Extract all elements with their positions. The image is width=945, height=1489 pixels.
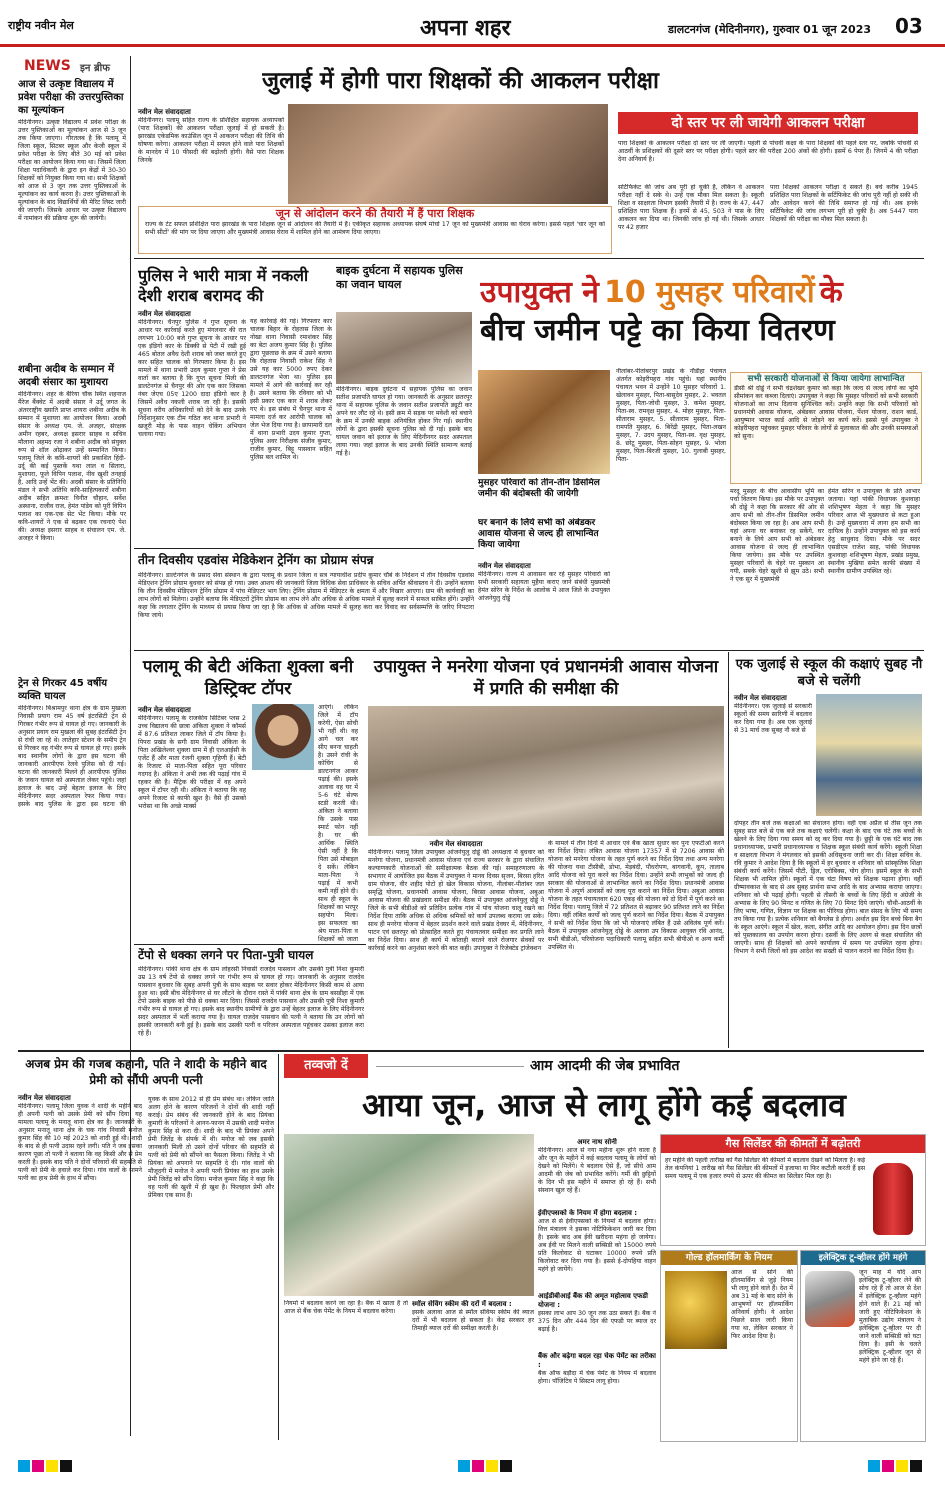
lead-right-column: पारा शिक्षकों आकलन परीक्षा दे सकते हैं। बचे करीब 1945 प्रशिक्षित पारा शिक्षकों के सर्टिफिकेट की जांच पूरी नहीं हो सकी थी और आवेदन करने की तिथि समाप्त हो गई थी। अब इनके सर्टिफिकेट की जांच लगभग पूरी हो चुकी है। अब 5447 पारा शिक्षकों की परीक्षा का मौका मिल सकता है। bbox=[770, 184, 918, 223]
strike-body: राज्य के टेट सफल प्रशिक्षित पारा झारखंड के पारा शिक्षक जून से आंदोलन की तैयारी में हैं। एकीकृत सहायक अध्यापक संघर्ष मोर्चा 17 जून को मुख्यमंत्री आवास का घेराव करेगा। इससे पहले 'चार जून को सभी सीटों' की मांग पर दिया जाएगा और मुख्यमंत्री आवास घेराव में शामिल होने का आमंत्रण दिया जाएगा। bbox=[145, 221, 605, 236]
mgnrega-col1 bbox=[368, 840, 544, 1046]
lead-subhead: दो स्तर पर ली जायेगी आकलन परीक्षा bbox=[671, 115, 865, 131]
cyan-swatch bbox=[18, 1460, 30, 1472]
pension-block bbox=[412, 1300, 534, 1440]
love-headline: अजब प्रेम की गजब कहानी, पति ने शादी के महीने बाद प्रेमी को सौंपी अपनी पत्नी bbox=[25, 1057, 267, 1087]
registration-strip bbox=[18, 1460, 924, 1476]
bike-body: मेदिनीनगर। बाइक दुर्घटना में सहायक पुलिस का जवान सतीश प्रजापति घायल हो गया। जानकारी के अनुसार छतरपुर थाना में सहायक पुलिस के जवान सतीश प्रजापति ड्यूटी कर अपने घर लौट रहे थे। इसी क्रम में सड़क पर मवेशी को बचाने के क्रम में उनकी बाइक अनियंत्रित होकर गिर गई। स्थानीय लोगों के द्वारा इसकी सूचना पुलिस को दी गई। इसके बाद घायल जवान को इलाज के लिए मेदिनीनगर सदर अस्पताल लाया गया। जहां इलाज के बाद उनकी स्थिति सामान्य बताई गई है। bbox=[336, 386, 472, 457]
gas-body: हर महीने की पहली तारीख को गैस सिलेंडर की कीमतों में बदलाव देखने को मिलता है। कई तेल कंपनियां 1 तारीख को गैस सिलेंडर की कीमतों में इजाफा या फिर कटौती करती हैं इस समय पलामू में एक हजार रुपये से ऊपर की कीमत का सिलेंडर मिल रहा है। bbox=[665, 1157, 865, 1180]
magenta-swatch bbox=[32, 1460, 44, 1472]
section-rule bbox=[134, 650, 924, 651]
column-divider bbox=[278, 1054, 279, 1440]
exam-photo bbox=[288, 104, 608, 204]
news-tag: NEWS bbox=[24, 58, 71, 74]
lead-headline: जुलाई में होगी पारा शिक्षकों की आकलन परीक्षा bbox=[262, 68, 659, 94]
meeting-photo bbox=[368, 706, 724, 836]
ev2-body: जून माह में यदि आप इलेक्ट्रिक टू-व्हीलर लेने की सोच रहे हैं तो आज से देश में इलेक्ट्रिक टू-व्हीलर महंगे होने वाले हैं। 21 मई को जारी हुए नोटिफिकेशन के मुताबिक उद्योग मंत्रालय ने इलेक्ट्रिक टू-व्हीलर पर दी जाने वाली सब्सिडी को घटा दिया है। इसी के चलते इलेक्ट्रिक टू-व्हीलर जून से महंगे होने जा रहे हैं। bbox=[859, 1269, 921, 1364]
dateline: डालटनगंज (मेदिनीनगर), गुरुवार 01 जून 2023 bbox=[668, 23, 872, 36]
section-rule bbox=[134, 548, 474, 549]
lead-mid-column: सर्टिफिकेट की जांच अब पूरी हो चुकी है, लेकिन वे आकलन परीक्षा नहीं दे सके थे। उन्हें एक मौका मिल सकता है। स्कूली शिक्षा व साक्षरता विभाग इसकी तैयारी में है। राज्य के 47, 447 प्रशिक्षित पारा शिक्षक हैं। इनमें से 45, 503 ने पास के लिए आकलन कर दिया था। जिनकी जांच हो गई थी। जिसके आधार पर 42 हजार bbox=[618, 184, 764, 231]
musahar-head-part1: उपायुक्त ने bbox=[480, 275, 599, 310]
musahar-caption-2: घर बनाने के लिये सभी को अंबेडकर आवास योजना से जल्द ही लाभान्वित किया जायेगा bbox=[478, 518, 599, 550]
lead-sub-body: पारा शिक्षकों के आकलन परीक्षा दो स्तर पर ली जाएगी। पहली से पांचवीं कक्षा के पारा शिक्षकों की पहले स्तर पर, जबकि पांचवीं से आठवीं के प्रशिक्षकों की दूसरे स्तर पर परीक्षा होगी। पहले स्तर की परीक्षा 200 अंकों की होगी। इसमें 6 पेपर हैं। जिनमें 4 की परीक्षा देना अनिवार्य है। bbox=[618, 140, 918, 163]
ev-subhead: ईवीएफ्सको के नियम में होगा बदलाव : bbox=[538, 1209, 638, 1217]
gas-cylinder-icon bbox=[873, 1163, 913, 1235]
musahar-body-mid: नीलांबर-पीतांबरपुर प्रखंड के नौडीहा पंचायत अंतर्गत कोइरीपहरा गांव पहुंचे। यहां स्थानीय पंचायत भवन में उन्होंने 10 मुसहर परिवारों 1. खेलावन मुसहर, पिता-बासुदेव मुसहर, 2. भवतल मुसहर, पिता-जोधी मुसहर, 3. कमेश मुसहर, पिता-स्व. रामवृक्ष मुसहर, 4. मोहर मुसहर, पिता-सीताराम मुसहर, 5. सीताराम मुसहर, पिता-रामपति मुसहर, 6. बिरेंद्री मुसहर, पिता-लखन मुसहर, 7. उदय मुसहर, पिता-स्व. वृक्ष मुसहर, 8. छोटू मुसहर, पिता-सोहन मुसहर, 9. भोला मुसहर, पिता-बिरजी मुसहर, 10. गुलाबी मुसहर, पिता- bbox=[616, 368, 726, 463]
strike-headline: जून से आंदोलन करने की तैयारी में हैं पारा शिक्षक bbox=[275, 207, 475, 220]
ankita-col1 bbox=[138, 706, 246, 942]
column-divider bbox=[728, 652, 729, 1048]
liquor-body-2: यह कार्रवाई की गई। गिरफ्तार कार चालक बिहार के रोहतास जिला के नोखा थाना निवासी रमाशंकर सिंह का बेटा अजय कुमार सिंह है। पुलिस द्वारा पूछताछ के क्रम में उसने बताया कि रोहतास निवासी राकेश सिंह ने उसे यह कार 5000 रुपए देकर डालटनगंज भेजा था। पुलिस इस मामले में आगे की कार्रवाई कर रही है। उसने बताया कि रविवार को भी इसी प्रकार एक कार में शराब लेकर गए थे। इस संबंध में चैनपुर थाना में मामला दर्ज कर आरोपी चालक को जेल भेज दिया गया है। छापामारी दल में थाना प्रभारी उदय कुमार गुप्ता, पुलिस अवर निरीक्षक संजीव कुमार, राजीव कुमार, बिट्टू पासवान सहित पुलिस बल शामिल थे। bbox=[250, 318, 332, 461]
hospital-photo bbox=[336, 312, 472, 384]
ifsc-subhead: आईडीबीआई बैंक की अमृत महोत्सव एफडी योजना : bbox=[538, 1292, 648, 1309]
june-mid-body: नियमों में बदलाव करने जा रहा है। बैंक में खाता है तो आज से बैंक चेक पेमेंट के नियम में बदलाव करेगा। bbox=[284, 1300, 408, 1315]
page-number: 03 bbox=[895, 14, 923, 38]
school-children-photo bbox=[816, 694, 922, 816]
strike-box bbox=[138, 206, 612, 254]
land-distribution-photo bbox=[478, 370, 610, 474]
masthead bbox=[0, 0, 945, 44]
yellow-swatch bbox=[46, 1460, 58, 1472]
byline: नवीन मेल संवाददाता bbox=[138, 108, 191, 116]
musahar-head-part3: के bbox=[819, 275, 843, 310]
musahar-caption: मुसहर परिवारों को तीन-तीन डिसमिल जमीन की बंदोबस्ती की जायेगी bbox=[478, 478, 600, 499]
brief-headline: शबीना अदीब के सम्मान में अदबी संसार का मुशायरा bbox=[18, 364, 114, 388]
black-swatch bbox=[60, 1460, 72, 1472]
section-rule bbox=[18, 1050, 924, 1052]
ifsc-body: इसका लाभ आप 30 जून तक उठा सकते हैं। बैंक ने 375 दिन और 444 दिन की एफडी पर ब्याज दर बढ़ाई है। bbox=[538, 1310, 656, 1333]
training-body: मेदिनीनगर। डाल्टेनगंज के प्रसाद सेवा संस्थान के द्वारा पलामू के प्रधान जिला व सत्र न्यायाधीश प्रदीप कुमार चौबे के निर्देशन में तीन दिवसीय एडवांस मेडिएशन ट्रेनिंग प्रोग्राम बुधवार को संपन्न हो गया। उक्त आशय की जानकारी जिला विधिक सेवा प्राधिकार के सचिव अर्पित श्रीवास्तव ने दी। उन्होंने बताया कि तीन दिवसीय मेडिएशन ट्रेनिंग प्रोग्राम में पांच मेडिएटर भाग लिए। ट्रेनिंग प्रोग्राम में मेडिएटर के क्षमता में और निखार आएगा। ग्राम की कार्यवाही का लाभ लोगों को मिलेगा। उन्होंने बताया कि मेडिएटरों ट्रेनिंग प्रोग्राम का लाभ लेने और अधिक से अधिक मामले में सुलह कराने में सफल साबित होंगे। उन्होंने कहा कि लगातार ट्रेनिंग के माध्यम से प्रयास किया जा रहा है कि अधिक से अधिक मामले में सुलह करा कर विवाद का सर्वसम्मत्ति के जरिए निपटारा किया जाये। bbox=[138, 572, 474, 619]
ev2-headline: इलेक्ट्रिक टू-व्हीलर होंगे महंगे bbox=[801, 1251, 925, 1265]
bank-subhead: बैंक और बढ़ेगा बदल रहा चेक पेमेंट का तरीका : bbox=[538, 1352, 656, 1369]
ev-box bbox=[800, 1250, 926, 1442]
school-headline: एक जुलाई से स्कूल की कक्षाएं सुबह नौ बजे से चलेंगी bbox=[735, 657, 923, 689]
currency-photo bbox=[284, 1134, 534, 1296]
musahar-info-box bbox=[730, 372, 922, 484]
bank-body: बैंक ऑफ बड़ौदा में चेक पेमेंट के नियम में बदलाव होगा। पॉजिटिव पे सिस्टम लागू होगा। bbox=[538, 1370, 656, 1385]
brief-body: मेदिनीनगर। बिश्रामपुर थाना क्षेत्र के ग्राम मुखला निवासी प्रयाग राम 45 वर्ष इंटरसिटी ट्रेन से गिरकर गंभीर रूप से घायल हो गए। जानकारी के अनुसार प्रयाग राम मुखला की सुबह इंटरसिटी ट्रेन से रांची जा रहे थे। लातेहार स्टेशन के समीप ट्रेन से गिरकर वह गंभीर रूप से घायल हो गए। इसके बाद स्थानीय लोगों के द्वारा इस घटना की जानकारी आरपीएफ रेलवे पुलिस को दी गई। घटना की जानकारी मिलने ही आरपीएफ पुलिस के जवान घायल को अस्पताल लेकर पहुंचे। जहां इलाज के बाद उन्हें बेहतर इलाज के लिए मेदिनीनगर सदर अस्पताल रेफर किया गया। इसके बाद पुलिस के द्वारा इस घटना की bbox=[18, 705, 126, 808]
section-rule bbox=[134, 258, 924, 259]
brief-body: मेदिनीनगर। उत्कृष्ट विद्यालय में प्रवेश परीक्षा के उत्तर पुस्तिकाओं का मूल्यांकन आज से 3 जून तक किया जाएगा। गौरतलब है कि पलामू में जिला स्कूल, सिटबर स्कूल और केजी स्कूल में प्रवेश परीक्षा के लिए बीते 30 मई को प्रवेश परीक्षा का आयोजन किया गया था। जिसमें जिला शिक्षा पदाधिकारी के द्वारा इन केंद्रों में 30-30 शिक्षकों को नियुक्त किया गया था। सभी शिक्षकों को आज से 3 जून तक उत्तर पुस्तिकाओं के मूल्यांकन का कार्य करना है। उत्तर पुस्तिकाओं के मूल्यांकन के बाद विद्यार्थियों की मेरिट लिस्ट जारी की जाएगी। जिसके आधार पर उत्कृष्ट विद्यालय में नामांकन की प्रक्रिया शुरू की जायेगी। bbox=[18, 119, 126, 222]
mgnrega-body-2: के मामले में तीन दिनों में आधार एवं बैंक खाता सुधार कर पुनः एफटीओ करने का निर्देश दिया। लंबित आवास योजना 17357 में से 7206 आवास की योजना को मनरेगा योजना के तहत पूर्ण करने का निर्देश दिया तथा अन्य मनरेगा की योजना यथा टीसीबी, डोभा, मेड़बंदी, पौधरोपण, बागवानी, कूप, तालाब आदि योजना को पूरा करने का निर्देश दिया। उन्होंने सभी लाभुकों को जल्द ही सरकार की योजनाओं से लाभान्वित करने का निर्देश दिया। प्रधानमंत्री आवास योजना में अपूर्ण आवासों को जल्द पूरा कराने का निर्देश दिया। अबुआ आवास योजना के तहत पंचायतवार 620 एकड़ की योजना को दो दिनों में पूर्ण करने का निर्देश दिया। पलामू जिले में 72 प्रतिशत से बढ़ाकर 90 प्रतिशत लाने का निर्देश दिया। वहीं लंबित कार्यों को जल्द पूर्ण कराने का निर्देश दिया। बैठक में उपायुक्त ने सभी को निर्देश दिया कि जो भी योजनाएं लंबित हैं उसे अविलंब पूर्ण करें। बैठक में उपायुक्त आंजनेयुलु दोड्डे के अलावा उप विकास आयुक्त रवि आनंद, सभी बीडीओ, परियोजना पदाधिकारी पलामू सहित सभी बीपीओ व अन्य कर्मी उपस्थित थे। bbox=[548, 840, 724, 951]
musahar-headline-line1 bbox=[480, 270, 920, 310]
training-headline: तीन दिवसीय एडवांस मेडिकेशन ट्रेनिंग का प्रोग्राम संपन्न bbox=[138, 553, 374, 567]
ankita-headline: पलामू की बेटी अंकिता शुक्ला बनी डिस्ट्रिक्ट टॉपर bbox=[142, 657, 354, 699]
gold-jewellery-icon bbox=[665, 1271, 727, 1349]
black-swatch bbox=[910, 1460, 922, 1472]
pension-subhead: स्मॉल सेविंग स्कीम की दरों में बदलाव : bbox=[412, 1300, 512, 1308]
gold-headline: गोल्ड हॉलमार्किंग के नियम bbox=[661, 1251, 797, 1265]
masthead-rule bbox=[0, 44, 945, 47]
love-body-2: युवक के साथ 2012 से ही प्रेम संबंध था। लेकिन जाति अलग होने के कारण परिजनों ने दोनों की शादी नहीं कराई। प्रेम संबंध की जानकारी होने के बाद प्रियंका कुमारी के परिजनों ने आनन-फानन में उसकी शादी मनोज कुमार सिंह से करा दी। शादी के बाद भी प्रियंका अपने प्रेमी जितेंद्र के संपर्क में थी। मनोज को जब इसकी जानकारी मिली तो उसने दोनों परिवार की सहमति से पत्नी को प्रेमी को सौंपने का फैसला किया। जितेंद्र ने भी प्रियंका को अपनाने पर सहमति दे दी। गांव वालों की मौजूदगी में मनोज ने अपनी पत्नी प्रियंका का हाथ उसके प्रेमी जितेंद्र को सौंप दिया। मनोज कुमार सिंह ने कहा कि वह पत्नी की खुशी में ही खुश है। फिलहाल प्रेमी और प्रेमिका एक साथ हैं। bbox=[148, 1096, 274, 1199]
liquor-body-1: मेदिनीनगर। चैनपुर पुलिस ने गुप्त सूचना के आधार पर कार्रवाई करते हुए मंगलवार की रात लगभग 10:00 बजे गुप्त सूचना के आधार पर एक इंडिगो कार के डिक्की से पेटी में रखी हुई 465 बोतल अवैध देशी शराब को जब्त करते हुए कार सहित चालक को गिरफ्तार किया है। इस मामले में थाना प्रभारी उदय कुमार गुप्ता ने प्रेस वार्ता कर बताया है कि गुप्त सूचना मिली की डालटेनगंज से चैनपुर की ओर एक कार जिसका नंबर जेएच 05ए 1200 दादा इंडिगो कार है जिसमें अवैध नकली शराब जा रही है। इसकी सूचना वरीय अधिकारियों को देने के बाद उनके निर्देशानुसार एक टीम गठित कर थाना प्रभारी ने खजूरी मोड़ के पास वाहन चेकिंग अभियान चलाया गया। bbox=[138, 319, 246, 438]
musahar-col1 bbox=[478, 562, 610, 644]
lead-intro-block bbox=[138, 108, 284, 208]
byline: नवीन मेल संवाददाता bbox=[478, 562, 531, 570]
box-body: डीसी श्री दोड्डे ने सभी चंद्रशेखर कुमार को कहा कि जल्द से जल्द लोगों का भूमि सीमांकन कर कब्जा दिलाएं। उपायुक्त ने कहा कि मुसहर परिवारों को सभी सरकारी योजनाओं का लाभ दिलाना सुनिश्चित करें। उन्होंने कहा कि सभी परिवारों को प्रधानमंत्री आवास योजना, अंबेडकर आवास योजना, पेंशन योजना, राशन कार्ड, आयुष्मान भारत कार्ड आदि से जोड़ने का कार्य करें। इससे पूर्व उपायुक्त ने कोइरीपहरा पहुंचकर मुसहर परिवार के लोगों से मुलाकात की और उनकी समस्याओं को सुना। bbox=[734, 385, 918, 440]
musahar-headline-line2: बीच जमीन पट्टे का किया वितरण bbox=[480, 313, 835, 348]
tempo-body: मेदिनीनगर। पांकी थाना क्षेत्र के ग्राम लोहरसी निवासी राजदेव पासवान और उसकी पुत्री निशा कुमारी उम्र 13 वर्ष टेंपो से धक्का लगने पर गंभीर रूप से घायल हो गए। जानकारी के अनुसार राजदेव पासवान बुधवार कि सुबह अपनी पुत्री के साथ बाइक पर सवार होकर मेदिनीनगर किसी काम से आया हुआ था। इसी बीच मेदिनीनगर से घर लौटने के दौरान रास्ते में पांकी थाना क्षेत्र के ग्राम बसडीहा में एक टेंपो उसके बाइक को पीछे से धक्का मार दिया। जिससे राजदेव पासवान और उसकी पुत्री निशा कुमारी गंभीर रूप से घायल हो गए। इसके बाद स्थानीय ग्रामीणों के द्वारा उन्हें बेहतर इलाज के लिए मेदिनीनगर सदर अस्पताल में भर्ती कराया गया है। घायल राजदेव पासवान की पत्नी ने बताया कि उन लोगों को इसकी जानकारी बनी हुई है। इसके बाद उसकी पत्नी व परिजन अस्पताल पहुंचकर उसका इलाज करा रहे हैं। bbox=[138, 966, 364, 1037]
june-tag: आम आदमी की जेब प्रभावित bbox=[530, 1058, 680, 1074]
yellow-swatch bbox=[896, 1460, 908, 1472]
musahar-head-part2: 10 मुसहर परिवारों bbox=[604, 275, 815, 310]
musahar-body-left: मेदिनीनगर। राज्य में आवासन कर रहे मुसहर परिवारों को सभी सरकारी सहायता मुहैया कराए जाने संबंधी मुख्यमंत्री हेमंत सोरेन के निर्देश के आलोक में आज जिले के उपायुक्त आंजनेयुलु दोड्डे bbox=[478, 571, 610, 602]
pension-body: इसके अलावा आज से स्मॉल सेविंग्स स्कीम की ब्याज दरों में भी बदलाव हो सकता है। केंद्र सरकार हर तिमाही ब्याज दरों की समीक्षा करती है। bbox=[412, 1309, 534, 1332]
yellow-swatch bbox=[486, 1460, 498, 1472]
news-brief-column bbox=[18, 78, 126, 808]
musahar-col4: हेमंत सोरेन व उपायुक्त के प्रति आभार जताया। यहां पांकी विधायक कुशवाहा शशिभूषण मेहता ने कहा कि मुसहर परिवार आज भी मुख्यधारा से कटा हुआ है। उन्हें मुख्यधारा में लाना हम सभी का दायित्व है। उन्होंने उपायुक्त को इस कार्य हेतु साधुवाद दिया। मौके पर सदर एसडीएम राजेश साह, पांकी विधायक कुशवाहा शशिभूषण मेहता, प्रखंड प्रमुख, स्थानीय मुखिया समेत काफी संख्या में स्थानीय ग्रामीण उपस्थित रहे। bbox=[828, 488, 920, 575]
musahar-col3: मरदू मुसहर के बीच आवासीय भूमि का पर्चा वितरण किया। इस मौके पर उपायुक्त श्री दोड्डे ने कहा कि सरकार की ओर से आप सभी को तीन-तीन डिसमिल जमीन बंदोबस्त किया जा रहा है। अब आप सभी यहां अपना घर बनाकर रह सकेंगे, घर बनाने के लिये आप सभी को अंबेडकर आवास योजना से जल्द ही लाभान्वित किया जायेगा। इस मौके पर उपस्थित मुसहर परिवारों के चेहरे पर मुस्कान आ गयी, सबके चेहरे खुशी से झूम उठे। सभी ने एक सुर में मुख्यमंत्री bbox=[730, 488, 824, 583]
lead-intro: मेदिनीनगर। पलामू सहित राज्य के प्रशिक्षित सहायक अध्यापकों (पारा शिक्षकों) की आकलन परीक्षा जुलाई में हो सकती है। झारखंड एकेडमिक काउंसिल जून में आकलन परीक्षा की तिथि की घोषणा करेगा। आकलन परीक्षा में सफल होने वाले पारा शिक्षकों के मानदेय में 10 फीसदी की बढ़ोतरी होगी। वैसे पारा शिक्षक जिनके bbox=[138, 117, 284, 164]
ev-body: आज से से ईवीएफ्सको के नियमों में बदलाव होगा। वित्त मंत्रालय ने इसका नोटिफिकेशन जारी कर दिया है। इसके बाद अब ईवी खरीदना महंगा हो जायेगा। अब ईवी पर मिलने वाली सब्सिडी को 15000 रुपये प्रति किलोवाट से घटाकर 10000 रुपये प्रति किलोवाट कर दिया गया है। इससे ई-दोपहिया वाहन महंगे हो जायेंगे। bbox=[538, 1218, 656, 1273]
section-rule bbox=[134, 944, 366, 945]
ankita-body-1: मेदिनीनगर। पलामू के राजकीय सिटिबर प्लस 2 उच्च विद्यालय की छात्रा अंकिता शुक्ला ने कॉमर्स में 87.6 प्रतिशत लाकर जिले में टॉप किया है। पिपरा प्रखंड के सगी ग्राम निवासी अंकिता के पिता अखिलेश्वर शुक्ला ग्राम में ही एलआईसी के एजेंट हैं और माता रंजनी शुक्ला गृहिणी हैं। बेटी के रिजल्ट से माता-पिता सहित पूरा परिवार गदगद है। अंकिता ने अभी तक की पढ़ाई गांव में रहकर की है। मैट्रिक की परीक्षा में वह अपने स्कूल में टॉपर रही थी। अंकिता ने बताया कि वह अपने रिजल्ट से काफी खुश है। वैसे ही उसको भरोसा था कि अच्छे मार्क्स bbox=[138, 715, 246, 810]
brief-headline: आज से उत्कृष्ट विद्यालय में प्रवेश परीक्षा की उत्तरपुस्तिका का मूल्यांकन bbox=[18, 79, 124, 116]
paper-name: राष्ट्रीय नवीन मेल bbox=[8, 19, 74, 32]
june-headline: आया जून, आज से लागू होंगे कई बदलाव bbox=[362, 1086, 846, 1124]
bike-headline: बाइक दुर्घटना में सहायक पुलिस का जवान घायल bbox=[336, 264, 463, 291]
news-brief-label: इन ब्रीफ bbox=[80, 63, 110, 74]
magenta-swatch bbox=[882, 1460, 894, 1472]
gold-box bbox=[660, 1250, 798, 1442]
mgnrega-body-1: मेदिनीनगर। पलामू जिला उपायुक्त आंजनेयुलु दोड्डे की अध्यक्षता में बुधवार को मनरेगा योजना, प्रधानमंत्री आवास योजना एवं राज्य सरकार के द्वारा संचालित कल्याणकारी योजनाओं की समीक्षात्मक बैठक की गई। समाहरणालय के सभागार में आयोजित इस बैठक में उपायुक्त ने मानव दिवस सृजन, बिरसा हरित ग्राम योजना, वीर शहीद पोटो हो खेल विकास योजना, नीलांबर-पीतांबर जल समृद्धि योजना, प्रधानमंत्री आवास योजना, बिरसा आवास योजना, अबुआ आवास योजना की प्रखंडवार समीक्षा की। बैठक में उपायुक्त आंजनेयुलु दोड्डे ने जिले के सभी बीडीओ को प्रतिदिन प्रत्येक गांव में पांच योजना चालू रखने का निर्देश दिया ताकि अधिक से अधिक श्रमिकों को कार्य उपलब्ध कराया जा सके। साथ ही मनरेगा योजना में बेहतर प्रदर्शन करने वाले प्रखंड देवघर में, मेदिनीनगर, पाटन एवं छतरपुर को प्रोत्साहित करते हुए पंचायतवार समीक्षा कर प्रगति लाने का निर्देश दिया। साथ ही कार्य में कोताही बरतने वाले रोजगार सेवकों पर कार्रवाई करने का अनुशंसा करने की बात कही। उपायुक्त ने रिजेक्टेड ट्रांजेक्शन bbox=[368, 849, 544, 952]
liquor-col1 bbox=[138, 310, 246, 542]
black-swatch bbox=[500, 1460, 512, 1472]
kicker-text: तव्वजो दें bbox=[304, 1058, 348, 1073]
school-col-side bbox=[734, 694, 812, 816]
june-body: मेदिनीनगर। आज से नया महीना शुरू होने वाला है और जून के महीने में कई बदलाव पलामू के लोगों को देखने को मिलेंगे। ये बदलाव ऐसे हैं, जो सीधे आम आदमी की जेब को प्रभावित करेंगे। गर्मी की छुट्टियों के दिन भी इस महीने में समाप्त हो रहे हैं। सभी संस्थान खुल रहे हैं। bbox=[538, 1147, 656, 1194]
magenta-swatch bbox=[472, 1460, 484, 1472]
gas-headline: गैस सिलेंडर की कीमतों में बढ़ोतरी bbox=[725, 1137, 861, 1150]
june-col-main bbox=[538, 1138, 656, 1440]
kicker-badge bbox=[284, 1054, 368, 1078]
school-body: दोपहर तीन बजे तक कक्षाओं का संचालन होगा। वहीं एक अप्रैल से तीस जून तक सुबह सात बजे से एक बजे तक कक्षाएं चलेंगी। कक्षा के बाद एक घंटे तक बच्चों के खेलने के लिए दिया गया समय को रद्द कर दिया गया है। छुट्टी के एक घंटे बाद तक प्रधानाध्यापक, प्रभारी प्रधानाध्यापक व शिक्षक स्कूल संबंधी कार्य करेंगे। स्कूली शिक्षा व साक्षरता विभाग ने मंगलवार को इसकी अधिसूचना जारी कर दी। शिक्षा सचिव के. रवि कुमार ने आदेश दिया है कि स्कूलों में हर बुधवार व शनिवार को सांस्कृतिक शिक्षा संबंधी कार्य करेंगे। जिसमें पीटी, ड्रिल, एरोबिक्स, योग होगा। इसमें स्कूल के सभी शिक्षक भी शामिल होंगे। स्कूलों में एक घंटा विषय को शिक्षक पढ़ाना होगा। वहीं ग्रीष्मावकाश के बाद से अब सुबह प्रार्थना सभा आदि के बाद अभ्यास कराया जाएगा। शनिवार को भी पढ़ाई होगी। पहली से तीसरी के बच्चों के लिए हिंदी व अंग्रेजी के अभ्यास के लिए 90 मिनट व गणित के लिए 70 मिनट दिये जाएंगे। चौथी-आठवीं के लिए भाषा, गणित, विज्ञान पर शिक्षक का पीरियड होगा। बाल संसद के लिए भी समय तय किया गया है। प्रत्येक शनिवार को बैगलेस डे होगा। अर्थात इस दिन बच्चे बिना बैग के स्कूल आएंगे। स्कूल में खेल, कला, संगीत आदि का आयोजन होगा। इस दिन छात्रों को पुस्तकालय का उपयोग करना होगा। दसवीं के लिए अलग से कक्षा संचालित की जाएगी। साथ ही शिक्षकों को अपने कार्यालय में समय पर उपस्थित रहना होगा। विभाग ने सभी जिलों को इस आदेश का सख्ती से पालन कराने का निर्देश दिया है। bbox=[734, 820, 922, 955]
brief-body: मेदिनीनगर। शहर के बैरिया चौक स्थित शहनाज मैरेज बैंक्वेट में अदबी संसार ने उर्दू जगत के अंतरराष्ट्रीय ख्याति प्राप्त शायरा शबीना अदीब के सम्मान में मुशायरा का आयोजन किया। अदबी संसार के अध्यक्ष एम. जे. अजहर, संरक्षक अमीन रहबर, अध्यक्ष इसरार साहब व सचिव मौलाना अहमद रजा ने शबीना अदीब को संयुक्त रूप से शॉल ओढ़ाकर उन्हें सम्मानित किया। पलामू जिले के कवि-शायरों की प्रकाशित हिंदी-उर्दू की कई पुस्तकें यथा लाल व सितारा, मुशायरा, फूले विपिन पलाश, नीव खुशी तनहाई है, आदि उन्हें भेंट की। अदबी संसार के प्रतिनिधि मंडल ने सभी अतिथि कवि-साहित्यकारों शबीना अदीब सहित क्रमशः विनीत चौहान, सर्वेश अस्थाना, राजीव राज, हेमंत पांडेय को पूरी विपिन पलाश का एक-एक सेट भेंट किया। मौके पर कवि-शायरों ने एक से बढ़कर एक रचनाएं पेश की। अध्यक्ष इसरार साहब व संचालन एम. जे. अजहर ने किया। bbox=[18, 391, 126, 542]
ankita-body-2: आएंगे। लेकिन जिले में टॉप करेगी, ऐसा सोची भी नहीं थी। वह आगे चल कर सीए बनना चाहती है। उसने रांची के कोचिंग से डाल्टनगंज आकर पढ़ाई की। इसके अलावा वह घर में 5-6 घंटे सेल्फ स्टडी करती थी। अंकिता ने बताया कि उसके पास स्मार्ट फोन नहीं है। घर की आर्थिक स्थिति ऐसी नहीं है कि पिता उसे मोबाइल दे सकें। लेकिन माता-पिता ने पढ़ाई में कभी कमी नहीं होने दी। साथ ही स्कूल के शिक्षकों का भरपूर सहयोग मिला। इस सफलता का श्रेय माता-पिता व शिक्षकों को जाता bbox=[318, 704, 358, 942]
love-body-1: मेदिनीनगर। पलामू जिला युवक ने शादी के महीने बाद ही अपनी पत्नी को उसके प्रेमी को सौंप दिया। यह मामला पलामू के मनातू थाना क्षेत्र का है। जानकारी के अनुसार मनातू थाना क्षेत्र के चक गांव निवासी मनोज कुमार सिंह की 10 मई 2023 को शादी हुई थी। शादी के बाद से ही पत्नी उदास रहने लगी। पति ने जब इसका कारण पूछा तो पत्नी ने बताया कि वह किसी और से प्रेम करती है। इसके बाद पति ने दोनों परिवारों की सहमति से पत्नी को प्रेमी के हवाले कर दिया। गांव वालों के सामने पत्नी का हाथ प्रेमी के हाथ में सौंपा। bbox=[18, 1103, 142, 1182]
gas-head-bar bbox=[661, 1135, 925, 1153]
love-col1 bbox=[18, 1094, 142, 1440]
section-title: अपना शहर bbox=[420, 16, 511, 41]
byline: अमर नाथ सोनी bbox=[577, 1138, 617, 1146]
school-body-side: मेदिनीनगर। एक जुलाई से सरकारी स्कूलों की समय सारिणी में बदलाव कर दिया गया है। अब एक जुलाई से 31 मार्च तक सुबह नौ बजे से bbox=[734, 703, 812, 734]
tempo-headline: टेंपो से धक्का लगने पर पिता-पुत्री घायल bbox=[138, 948, 314, 962]
mgnrega-headline: उपायुक्त ने मनरेगा योजना एवं प्रधानमंत्री आवास योजना में प्रगति की समीक्षा की bbox=[373, 657, 719, 699]
box-headline: सभी सरकारी योजनाओं से किया जायेगा लाभान्वित bbox=[747, 374, 905, 384]
cyan-swatch bbox=[458, 1460, 470, 1472]
byline: नवीन मेल संवाददाता bbox=[138, 310, 191, 318]
brief-headline: ट्रेन से गिरकर 45 वर्षीय व्यक्ति घायल bbox=[18, 678, 108, 702]
tag-rule bbox=[376, 1066, 524, 1067]
subhead-bar bbox=[618, 112, 918, 134]
byline: नवीन मेल संवाददाता bbox=[429, 840, 483, 848]
cyan-swatch bbox=[868, 1460, 880, 1472]
gas-box bbox=[660, 1134, 926, 1246]
byline: नवीन मेल संवाददाता bbox=[18, 1094, 71, 1102]
gold-body: आज से सोने की हॉलमार्किंग से जुड़े नियम भी लागू होने वाले हैं। देश में अब 31 मई के बाद सोने के आभूषणों पर हॉलमार्किंग अनिवार्य होगी। ये आदेश पिछले साल जारी किया गया था, लेकिन सरकार ने फिर आदेश दिया है। bbox=[731, 1269, 793, 1340]
byline: नवीन मेल संवाददाता bbox=[734, 694, 787, 702]
liquor-headline: पुलिस ने भारी मात्रा में नकली देशी शराब बरामद की bbox=[138, 266, 309, 305]
byline: नवीन मेल संवाददाता bbox=[138, 706, 191, 714]
